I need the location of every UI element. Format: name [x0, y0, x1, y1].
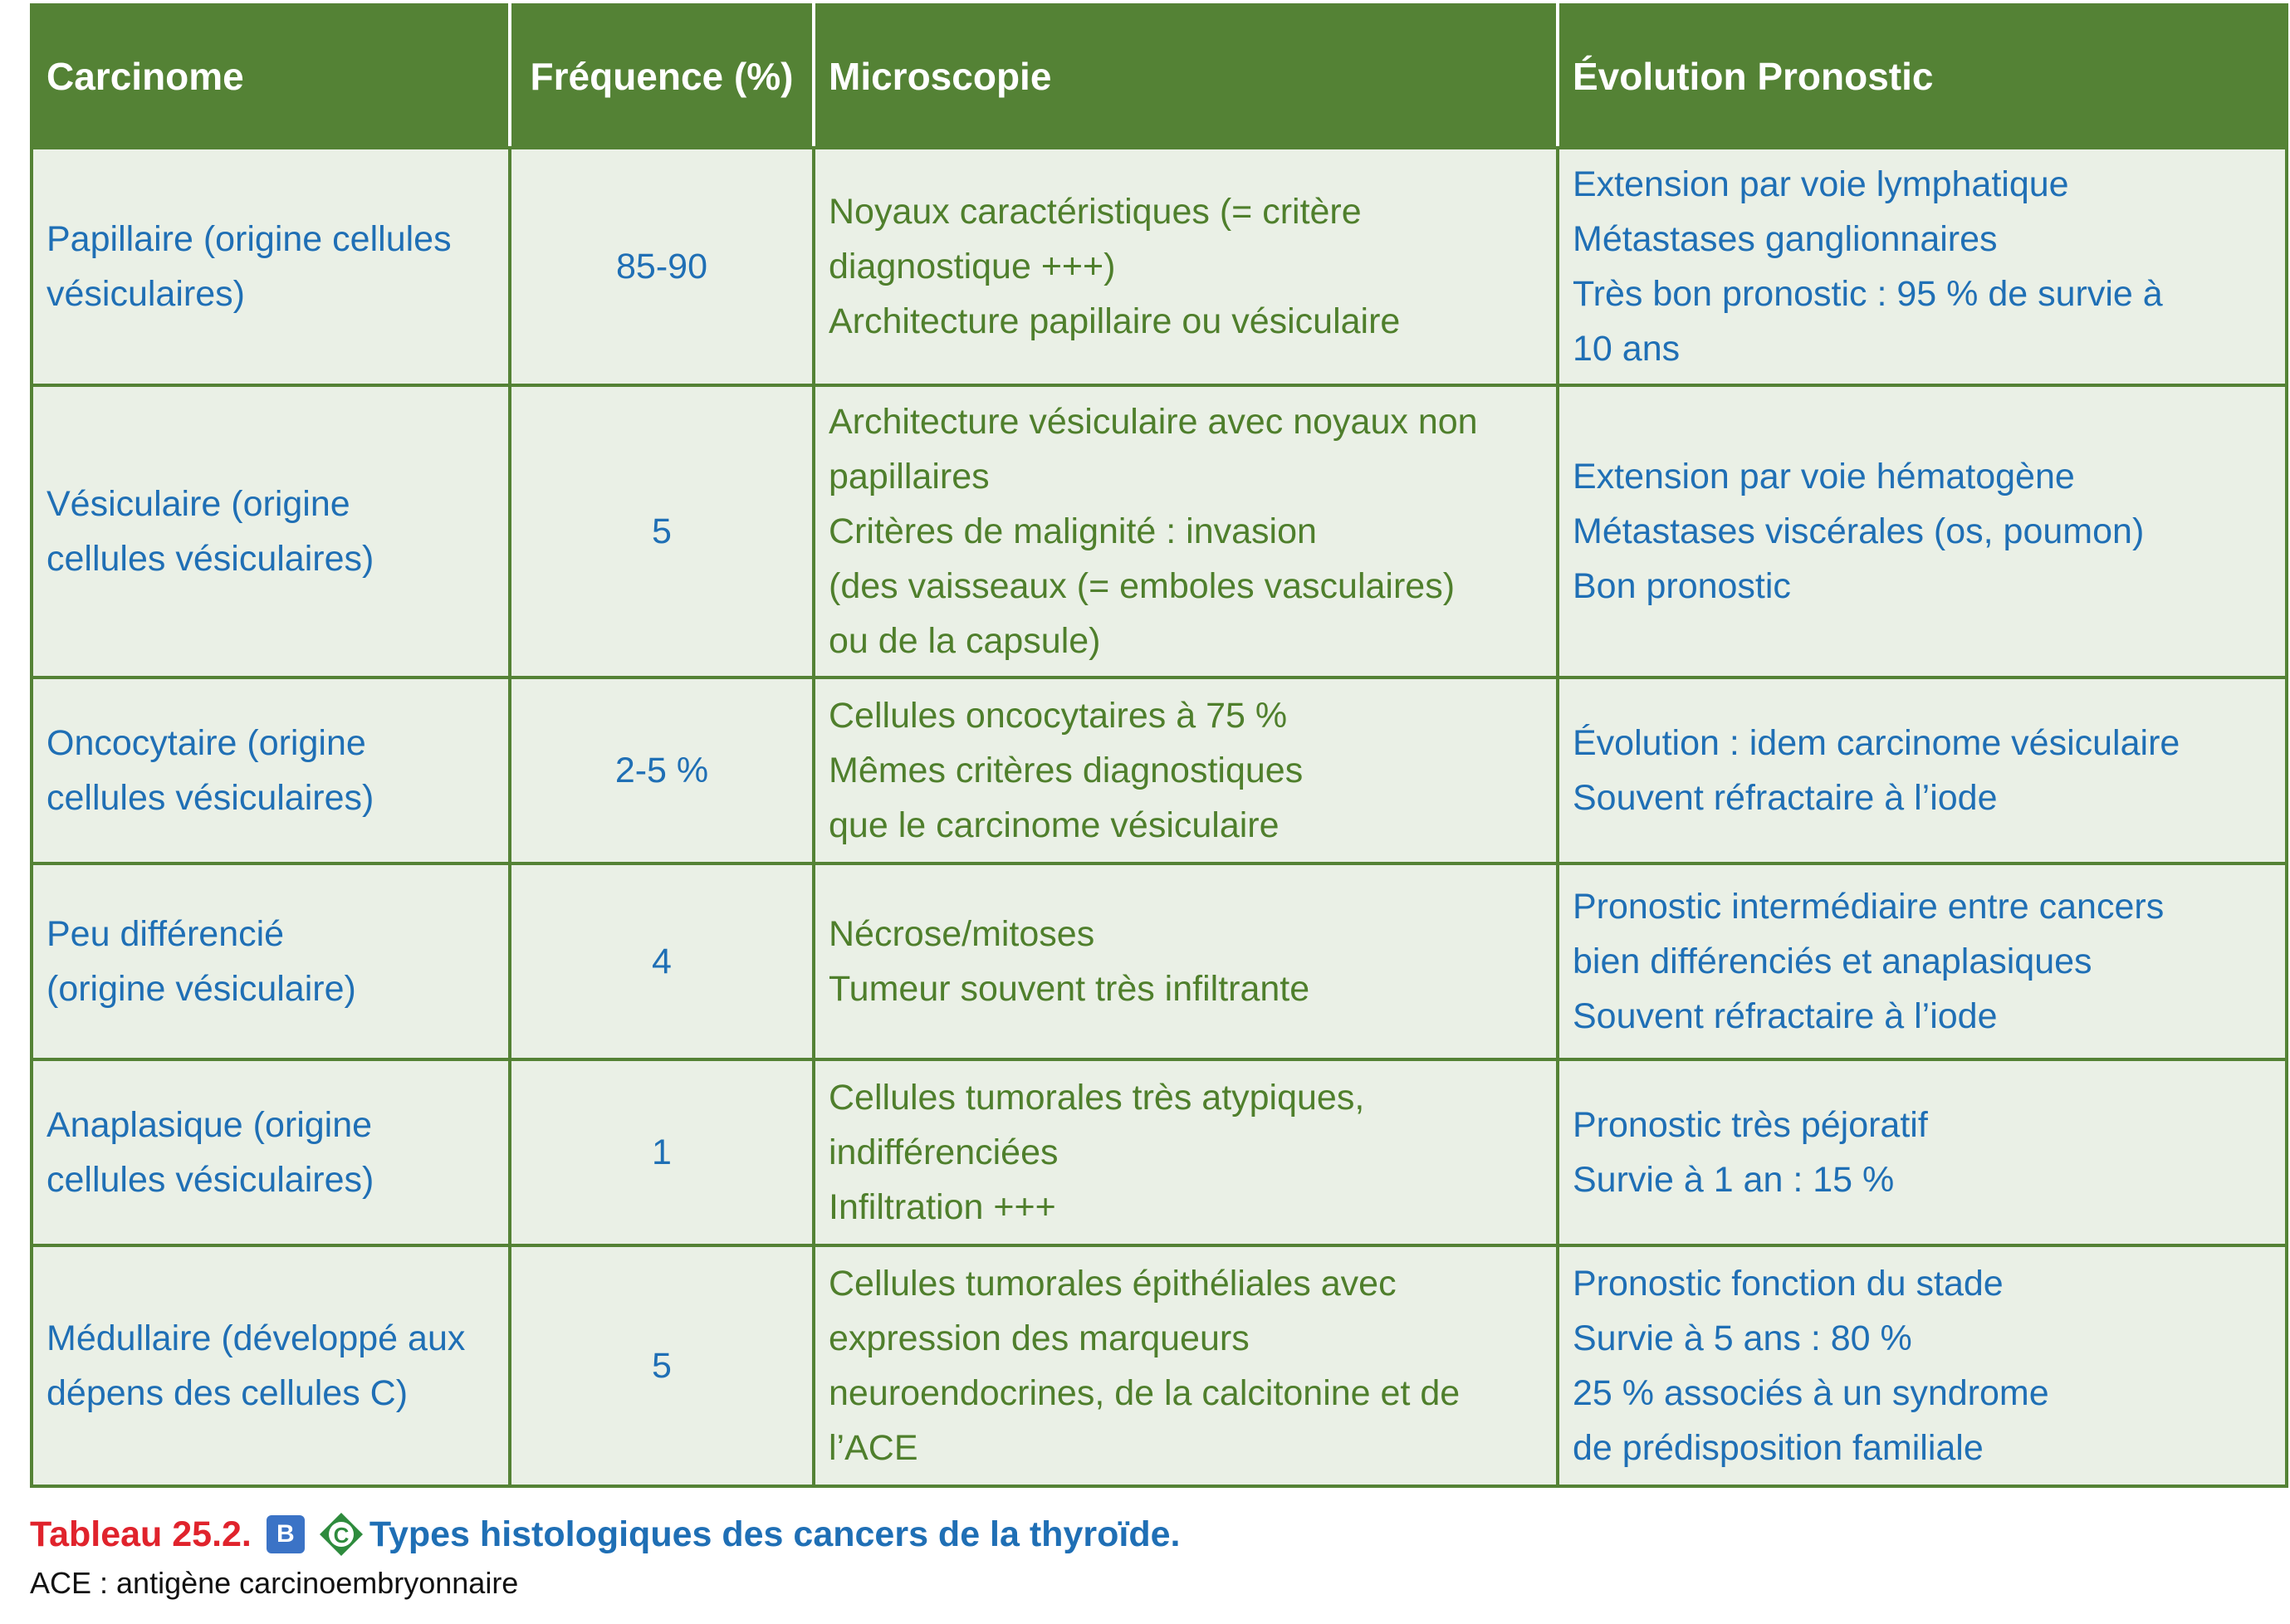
cell-frequence: 2-5 % — [510, 677, 814, 863]
caption-title: Types histologiques des cancers de la thyroïde. — [369, 1514, 1181, 1554]
header-frequence-line: (%) — [733, 54, 794, 98]
cell-microscopie — [814, 148, 1558, 385]
table-caption — [30, 1509, 1180, 1559]
cell-line: Pronostic très péjoratif — [1573, 1105, 1928, 1145]
cell-line: diagnostique +++) — [829, 247, 1116, 286]
cell-line: Cellules oncocytaires à 75 % — [829, 696, 1288, 736]
header-frequence-line: Fréquence — [530, 54, 724, 98]
cell-line: Mêmes critères diagnostiques — [829, 751, 1304, 790]
cell-line: Infiltration +++ — [829, 1187, 1056, 1227]
cell-line: expression des marqueurs — [829, 1318, 1250, 1358]
cell-line: cellules vésiculaires) — [46, 1160, 374, 1200]
cell-line: Médullaire (développé aux — [46, 1318, 466, 1358]
level-c-diamond-icon — [318, 1511, 365, 1558]
cell-line: Peu différencié — [46, 914, 285, 954]
cell-frequence: 5 — [510, 385, 814, 677]
header-microscopie: Microscopie — [814, 5, 1558, 148]
cell-line: l’ACE — [829, 1428, 918, 1468]
cell-line: Vésiculaire (origine — [46, 484, 350, 524]
cell-line: Extension par voie lymphatique — [1573, 164, 2069, 204]
cell-line: cellules vésiculaires) — [46, 539, 374, 579]
cell-microscopie — [814, 1059, 1558, 1245]
table-row — [32, 863, 2287, 1059]
cell-evolution — [1558, 1059, 2287, 1245]
cell-line: Survie à 5 ans : 80 % — [1573, 1318, 1912, 1358]
cell-carcinome — [32, 1245, 510, 1486]
caption-label: Tableau 25.2. — [30, 1514, 252, 1554]
cell-line: vésiculaires) — [46, 274, 245, 314]
cell-line: Oncocytaire (origine — [46, 723, 366, 763]
cell-line: de prédisposition familiale — [1573, 1428, 1984, 1468]
cell-line: cellules vésiculaires) — [46, 778, 374, 818]
cell-line: Noyaux caractéristiques (= critère — [829, 192, 1362, 232]
histology-table — [30, 3, 2288, 1488]
cell-line: Pronostic intermédiaire entre cancers — [1573, 887, 2165, 927]
cell-line: Architecture papillaire ou vésiculaire — [829, 301, 1401, 341]
cell-line: Pronostic fonction du stade — [1573, 1264, 2004, 1304]
cell-carcinome — [32, 148, 510, 385]
cell-frequence: 5 — [510, 1245, 814, 1486]
cell-microscopie — [814, 1245, 1558, 1486]
header-carcinome: Carcinome — [32, 5, 510, 148]
level-c-badge-icon — [318, 1511, 365, 1558]
cell-carcinome — [32, 677, 510, 863]
cell-line: ou de la capsule) — [829, 621, 1101, 661]
cell-line: Cellules tumorales très atypiques, — [829, 1078, 1365, 1118]
cell-frequence: 1 — [510, 1059, 814, 1245]
cell-line: Métastases ganglionnaires — [1573, 219, 1998, 259]
cell-line: Cellules tumorales épithéliales avec — [829, 1264, 1397, 1304]
histology-table-container — [30, 3, 2285, 1488]
cell-evolution — [1558, 1245, 2287, 1486]
header-evolution-line: Évolution — [1573, 54, 1747, 98]
cell-line: dépens des cellules C) — [46, 1373, 409, 1413]
cell-line: neuroendocrines, de la calcitonine et de — [829, 1373, 1461, 1413]
header-frequence — [510, 5, 814, 148]
cell-line: 10 ans — [1573, 329, 1681, 369]
cell-line: bien différenciés et anaplasiques — [1573, 942, 2092, 981]
cell-line: Papillaire (origine cellules — [46, 219, 452, 259]
cell-line: Critères de malignité : invasion — [829, 511, 1317, 551]
cell-line: Souvent réfractaire à l’iode — [1573, 996, 1998, 1036]
cell-line: (des vaisseaux (= emboles vasculaires) — [829, 566, 1456, 606]
cell-line: Architecture vésiculaire avec noyaux non — [829, 402, 1478, 442]
cell-line: Très bon pronostic : 95 % de survie à — [1573, 274, 2163, 314]
cell-line: 25 % associés à un syndrome — [1573, 1373, 2049, 1413]
cell-line: Métastases viscérales (os, poumon) — [1573, 511, 2145, 551]
cell-line: Survie à 1 an : 15 % — [1573, 1160, 1895, 1200]
cell-line: Évolution : idem carcinome vésiculaire — [1573, 723, 2180, 763]
cell-microscopie — [814, 385, 1558, 677]
table-row — [32, 677, 2287, 863]
cell-carcinome — [32, 385, 510, 677]
cell-microscopie — [814, 863, 1558, 1059]
table-row — [32, 148, 2287, 385]
cell-line: papillaires — [829, 457, 990, 496]
table-row — [32, 1059, 2287, 1245]
cell-carcinome — [32, 863, 510, 1059]
cell-line: que le carcinome vésiculaire — [829, 805, 1280, 845]
cell-line: (origine vésiculaire) — [46, 969, 356, 1009]
cell-evolution — [1558, 148, 2287, 385]
cell-line: Extension par voie hématogène — [1573, 457, 2075, 496]
cell-line: Souvent réfractaire à l’iode — [1573, 778, 1998, 818]
cell-frequence: 85-90 — [510, 148, 814, 385]
table-row — [32, 385, 2287, 677]
cell-line: Anaplasique (origine — [46, 1105, 373, 1145]
cell-line: Nécrose/mitoses — [829, 914, 1095, 954]
table-row — [32, 1245, 2287, 1486]
header-evolution — [1558, 5, 2287, 148]
cell-evolution — [1558, 677, 2287, 863]
cell-carcinome — [32, 1059, 510, 1245]
header-evolution-line: Pronostic — [1757, 54, 1934, 98]
cell-microscopie — [814, 677, 1558, 863]
cell-evolution — [1558, 863, 2287, 1059]
cell-line: Bon pronostic — [1573, 566, 1791, 606]
level-b-badge-icon: B — [267, 1515, 305, 1553]
cell-line: Tumeur souvent très infiltrante — [829, 969, 1310, 1009]
footnote: ACE : antigène carcinoembryonnaire — [30, 1566, 519, 1600]
cell-frequence: 4 — [510, 863, 814, 1059]
cell-line: indifférenciées — [829, 1132, 1059, 1172]
cell-evolution — [1558, 385, 2287, 677]
level-c-letter: C — [333, 1523, 350, 1548]
table-header-row — [32, 5, 2287, 148]
